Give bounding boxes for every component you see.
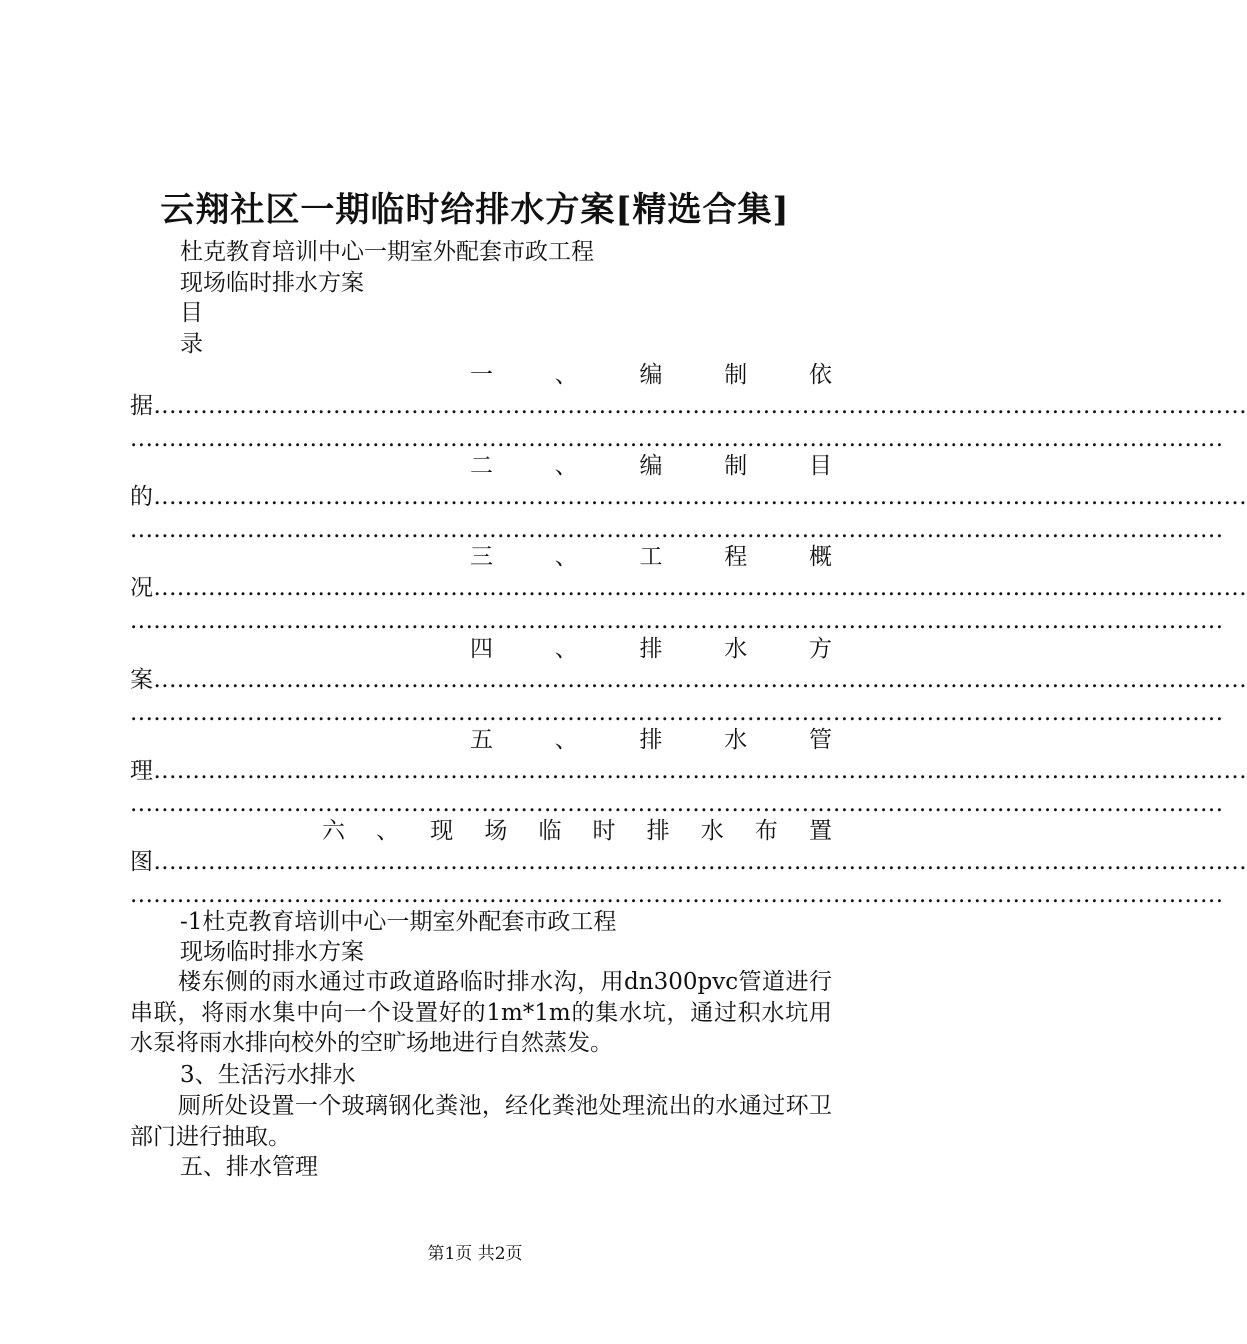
toc-entry-6-char: 排 [646,818,670,844]
toc-entry-3-head [470,542,832,572]
toc-entry-3-char: 工 [639,544,663,570]
toc-entry-3-leader [130,573,1247,603]
dot-leader: ............................................................................................................................................ [153,758,1247,784]
intro-plan-name: 现场临时排水方案 [180,270,364,296]
toc-entry-3-char: 概 [809,544,832,570]
toc-entry-3-char: 、 [554,544,578,570]
toc-entry-5-char: 水 [724,727,748,753]
toc-entry-1-char: 依 [809,362,832,388]
toc-entry-1-char: 一 [470,362,493,388]
toc-entry-2-leader [130,482,1247,512]
toc-entry-4-leader-cont [130,698,1224,728]
toc-entry-6-char: 、 [376,818,400,844]
dot-leader: ............................................................................................................................................ [130,791,1224,817]
toc-entry-3-char: 三 [470,544,493,570]
toc-entry-6-char: 时 [592,818,616,844]
toc-entry-6-char: 现 [430,818,454,844]
body-paragraph-rainwater: 楼东侧的雨水通过市政道路临时排水沟，用dn300pvc管道进行串联，将雨水集中向一个设置好的1m*1m的集水坑，通过积水坑用水泵将雨水排向校外的空旷场地进行自然蒸发。 [130,969,832,1056]
section-heading-management: 五、排水管理 [180,1154,318,1180]
toc-entry-4-char: 、 [554,636,578,662]
toc-entry-5-char: 排 [639,727,663,753]
intro-project-name: 杜克教育培训中心一期室外配套市政工程 [180,239,594,265]
toc-entry-4-head [470,634,832,664]
document-title: 云翔社区一期临时给排水方案[精选合集] [160,190,790,230]
dot-leader: ............................................................................................................................................ [130,882,1224,908]
dot-leader: ............................................................................................................................................ [153,575,1247,601]
toc-entry-6-char: 临 [538,818,562,844]
toc-entry-2-char: 二 [470,453,493,479]
toc-entry-6-tail: 图 [130,849,154,875]
toc-entry-1-head [470,360,832,390]
toc-entry-4-char: 四 [470,636,493,662]
toc-entry-2-char: 制 [724,453,748,479]
toc-entry-5-leader-cont [130,789,1224,819]
dot-leader: ............................................................................................................................................ [153,393,1247,419]
dot-leader: ............................................................................................................................................ [153,484,1247,510]
toc-entry-1-char: 、 [554,362,578,388]
toc-entry-2-char: 、 [554,453,578,479]
toc-entry-6-head [322,816,832,846]
toc-entry-3-leader-cont [130,606,1224,636]
toc-entry-3-tail: 况 [130,575,154,601]
toc-entry-6-char: 六 [322,818,345,844]
toc-entry-3-char: 程 [724,544,748,570]
dot-leader: ............................................................................................................................................ [130,700,1224,726]
toc-entry-6-char: 布 [754,818,778,844]
body-project-line: -1杜克教育培训中心一期室外配套市政工程 [180,909,617,935]
toc-entry-5-leader [130,756,1247,786]
toc-entry-2-head [470,451,832,481]
toc-entry-2-tail: 的 [130,484,154,510]
toc-label-lu: 录 [180,331,203,357]
body-paragraph-sewage: 厕所处设置一个玻璃钢化粪池，经化粪池处理流出的水通过环卫部门进行抽取。 [130,1093,832,1150]
dot-leader: ............................................................................................................................................ [130,517,1224,543]
toc-entry-6-leader-cont [130,880,1224,910]
toc-entry-2-leader-cont [130,515,1224,545]
toc-entry-4-leader [130,665,1247,695]
toc-entry-4-char: 排 [639,636,663,662]
dot-leader: ............................................................................................................................................ [130,426,1224,452]
toc-label-mu: 目 [180,300,203,326]
toc-entry-6-leader [130,847,1247,877]
dot-leader: ............................................................................................................................................ [153,667,1247,693]
dot-leader: ............................................................................................................................................ [153,849,1247,875]
page-number-footer: 第1页 共2页 [427,1244,523,1264]
toc-entry-4-tail: 案 [130,667,154,693]
toc-entry-6-char: 置 [808,818,832,844]
toc-entry-2-char: 目 [809,453,832,479]
toc-entry-5-char: 五 [470,727,493,753]
toc-entry-5-char: 管 [809,727,832,753]
toc-entry-1-leader [130,391,1247,421]
toc-entry-1-leader-cont [130,424,1224,454]
toc-entry-6-char: 水 [700,818,724,844]
toc-entry-4-char: 水 [724,636,748,662]
toc-entry-1-char: 制 [724,362,748,388]
dot-leader: ............................................................................................................................................ [130,608,1224,634]
body-plan-line: 现场临时排水方案 [180,939,364,965]
toc-entry-5-head [470,725,832,755]
toc-entry-1-char: 编 [639,362,663,388]
toc-entry-6-char: 场 [484,818,508,844]
toc-entry-5-tail: 理 [130,758,154,784]
toc-entry-1-tail: 据 [130,393,154,419]
toc-entry-4-char: 方 [809,636,832,662]
toc-entry-2-char: 编 [639,453,663,479]
toc-entry-5-char: 、 [554,727,578,753]
section-heading-sewage: 3、生活污水排水 [180,1062,356,1088]
